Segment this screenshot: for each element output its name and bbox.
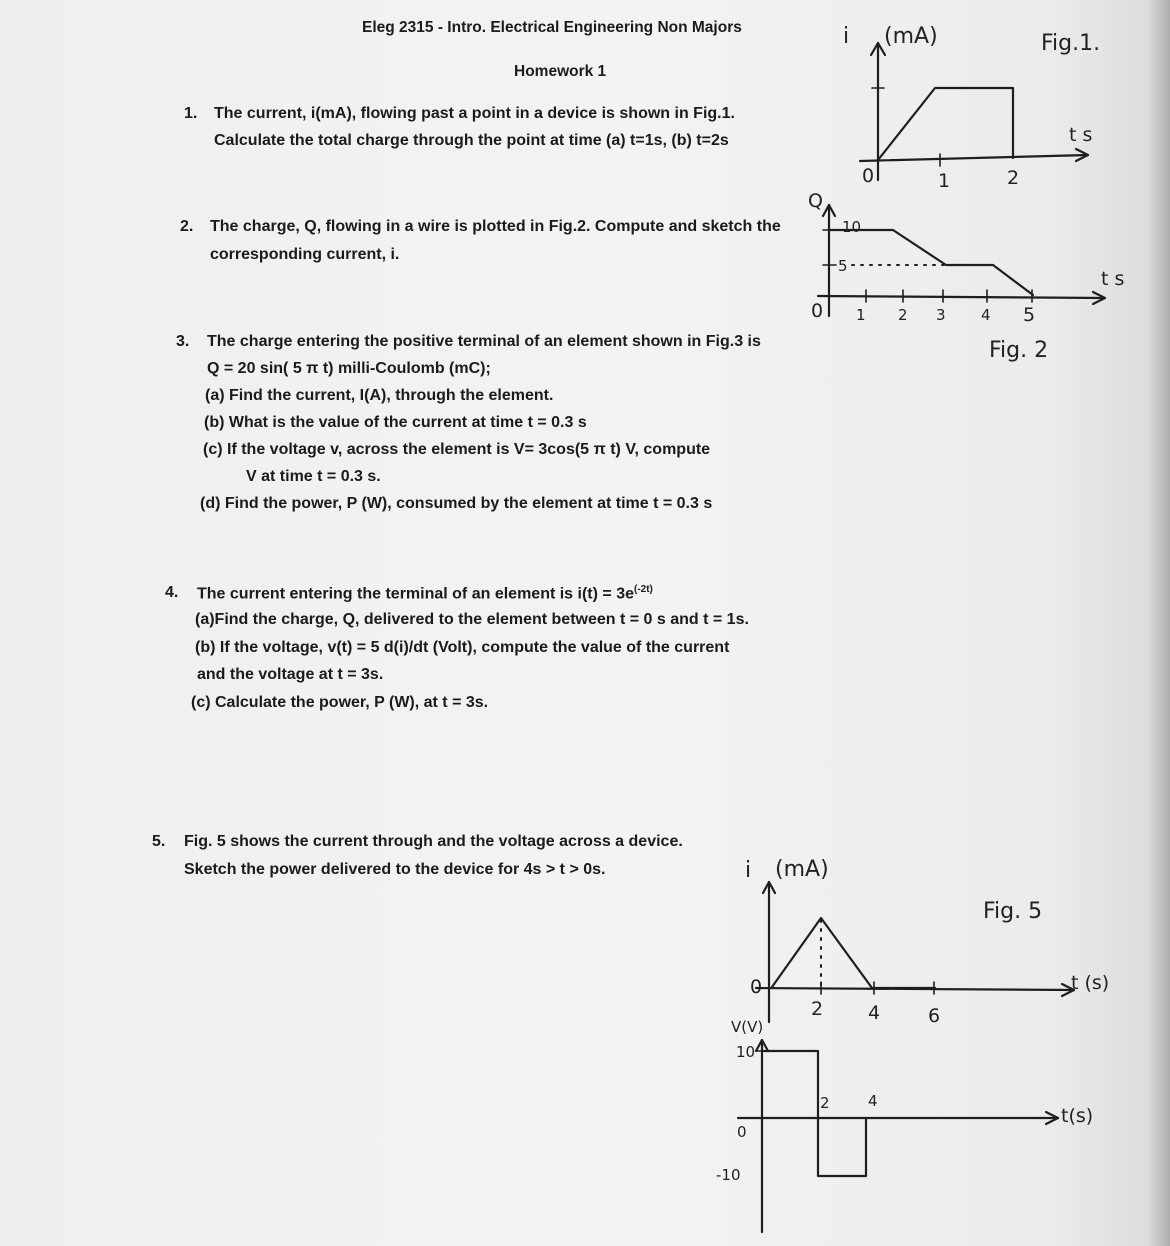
problem-4-part-a: (a)Find the charge, Q, delivered to the element between t = 0 s and t = 1s. xyxy=(195,611,749,628)
course-title: Eleg 2315 - Intro. Electrical Engineering Non Majors xyxy=(362,19,742,36)
fig5-voltage-x-label: t(s) xyxy=(1061,1105,1094,1127)
fig1-current-trace xyxy=(878,88,1013,160)
fig5-current-y-unit: (mA) xyxy=(775,857,829,882)
fig1-x-label: t s xyxy=(1069,124,1093,146)
problem-2-line-2: corresponding current, i. xyxy=(210,246,400,263)
problem-5-line-1: Fig. 5 shows the current through and the voltage across a device. xyxy=(184,833,683,850)
fig5-voltage-x-tick-2-label: 2 xyxy=(820,1094,830,1112)
fig1-tick-1-label: 1 xyxy=(938,170,951,192)
fig1-x-axis xyxy=(860,155,1088,161)
problem-5-number: 5. xyxy=(152,833,166,850)
fig1-origin-label: 0 xyxy=(862,165,875,187)
problem-4-part-b: (b) If the voltage, v(t) = 5 d(i)/dt (Volt), compute the value of the current xyxy=(195,639,730,656)
fig2-charge-trace xyxy=(829,230,1033,295)
fig5-voltage-origin-label: 0 xyxy=(737,1123,747,1141)
fig1-caption: Fig.1. xyxy=(1041,31,1101,56)
fig5-current-tick-6-label: 6 xyxy=(928,1005,941,1027)
problem-4-number: 4. xyxy=(165,584,179,601)
fig1-graph xyxy=(860,43,1088,180)
fig5-voltage-y-label: V(V) xyxy=(731,1018,764,1036)
fig2-x-tick-3-label: 3 xyxy=(936,306,946,324)
problem-3-line-1: The charge entering the positive terminal of an element shown in Fig.3 is xyxy=(207,333,761,350)
fig5-voltage-trace xyxy=(762,1051,866,1176)
fig2-x-axis xyxy=(818,296,1105,298)
problem-1-line-2: Calculate the total charge through the point at time (a) t=1s, (b) t=2s xyxy=(214,132,729,149)
problem-3-part-c: (c) If the voltage v, across the element is V= 3cos(5 π t) V, compute xyxy=(203,441,711,458)
problem-4-line-1-text: The current entering the terminal of an element is i(t) = 3e xyxy=(197,585,634,603)
fig1-tick-2-label: 2 xyxy=(1007,167,1020,189)
problem-3-part-b: (b) What is the value of the current at time t = 0.3 s xyxy=(204,414,587,431)
fig2-x-tick-1-label: 1 xyxy=(856,306,866,324)
fig5-voltage-y-tick-neg10-label: -10 xyxy=(716,1166,741,1184)
fig1-y-unit: (mA) xyxy=(884,24,938,49)
fig2-y-tick-5-label: 5 xyxy=(838,257,848,275)
problem-3-part-c-cont: V at time t = 0.3 s. xyxy=(246,468,381,485)
problem-4-exponent: (-2t) xyxy=(633,584,653,595)
problem-1-line-1: The current, i(mA), flowing past a point in a device is shown in Fig.1. xyxy=(214,105,735,122)
problem-2-number: 2. xyxy=(180,218,194,235)
fig2-y-tick-10-label: 10 xyxy=(842,218,862,236)
problem-5-line-2: Sketch the power delivered to the device for 4s > t > 0s. xyxy=(184,861,606,878)
fig5-caption: Fig. 5 xyxy=(983,899,1043,924)
fig2-x-tick-5-label: 5 xyxy=(1023,304,1036,326)
problem-3-part-a: (a) Find the current, I(A), through the element. xyxy=(205,387,554,404)
problem-1-number: 1. xyxy=(184,105,198,122)
fig5-current-trace xyxy=(772,918,935,988)
problem-3-line-2: Q = 20 sin( 5 π t) milli-Coulomb (mC); xyxy=(207,360,491,377)
problem-4-part-c: (c) Calculate the power, P (W), at t = 3s. xyxy=(191,694,489,711)
fig5-current-tick-2-label: 2 xyxy=(811,998,824,1020)
problem-3-part-d: (d) Find the power, P (W), consumed by the element at time t = 0.3 s xyxy=(200,495,713,512)
assignment-title: Homework 1 xyxy=(514,63,607,80)
fig5-current-tick-4-label: 4 xyxy=(868,1002,881,1024)
problem-4-part-b-cont: and the voltage at t = 3s. xyxy=(197,666,384,683)
fig2-x-tick-4-label: 4 xyxy=(981,306,991,324)
fig2-y-label: Q xyxy=(808,190,823,212)
fig5-voltage-graph xyxy=(738,1040,1058,1232)
fig2-x-label: t s xyxy=(1101,268,1125,290)
fig5-current-origin-label: 0 xyxy=(750,976,763,998)
fig5-voltage-x-tick-4-label: 4 xyxy=(868,1092,878,1110)
problem-3-number: 3. xyxy=(176,333,190,350)
fig5-voltage-y-tick-10-label: 10 xyxy=(736,1043,756,1061)
fig2-x-tick-2-label: 2 xyxy=(898,306,908,324)
fig1-y-label: i xyxy=(843,24,850,49)
fig2-caption: Fig. 2 xyxy=(989,338,1049,363)
problem-2-line-1: The charge, Q, flowing in a wire is plotted in Fig.2. Compute and sketch the xyxy=(210,218,781,235)
fig2-origin-label: 0 xyxy=(811,300,824,322)
fig5-current-y-label: i xyxy=(745,858,752,883)
fig5-current-x-label: t (s) xyxy=(1071,972,1110,994)
